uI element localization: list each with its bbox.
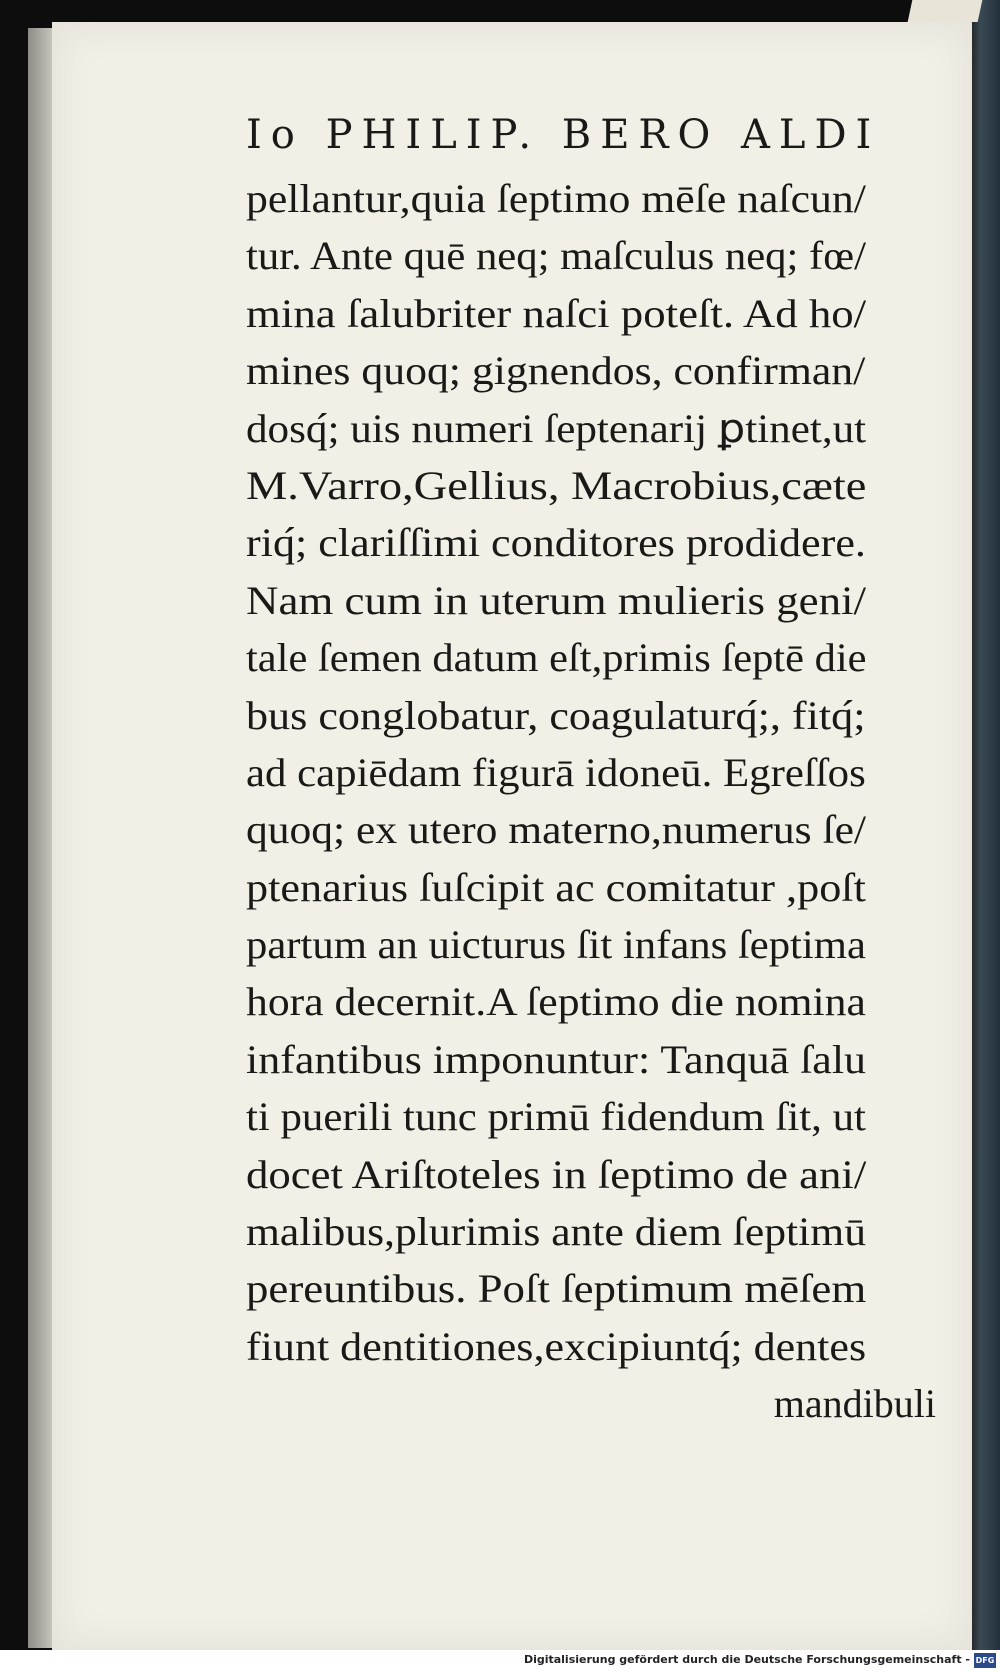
text-line: bus conglobatur, coagulaturq́;, fitq́; [246,692,866,738]
funding-notice: Digitalisierung gefördert durch die Deutsche Forschungsgemeinschaft - [523,1653,970,1666]
text-line: malibus,plurimis ante diem ſeptimū [246,1209,867,1255]
book-page [52,22,972,1650]
adjacent-page-corner [908,0,983,22]
text-line: tale ſemen datum eſt,primis ſeptē die [246,635,867,681]
text-line: dosq́; uis numeri ſeptenarij ꝑtinet,ut [246,405,867,451]
text-line: quoq; ex utero materno,numerus ſe/ [246,807,866,853]
dfg-logo: DFG [974,1653,996,1668]
text-line: mines quoq; gignendos, confirman/ [246,348,866,394]
footer-bar [0,1650,1000,1672]
text-line: ti puerili tunc primū fidendum ſit, ut [246,1094,866,1140]
text-line: infantibus imponuntur: Tanquā ſalu [246,1036,867,1082]
text-line: hora decernit.A ſeptimo die nomina [246,979,866,1025]
text-line: ad capiēdam figurā idoneū. Egreſſos [246,749,866,795]
text-line: docet Ariſtoteles in ſeptimo de ani/ [246,1151,867,1197]
running-head: Io PHILIP. BERO ALDI [246,112,881,158]
text-line: ptenarius ſuſcipit ac comitatur ,poſt [246,864,866,910]
text-line: pereuntibus. Poſt ſeptimum mēſem [246,1266,867,1312]
text-line: riq́; clariſſimi conditores prodidere. [246,520,866,566]
catchword: mandibuli [773,1381,936,1427]
text-line: Nam cum in uterum mulieris geni/ [246,577,867,623]
text-line: partum an uicturus ſit infans ſeptima [246,922,866,968]
text-line: mina ſalubriter naſci poteſt. Ad ho/ [246,290,867,336]
text-line: tur. Ante quē neq; maſculus neq; fœ/ [246,233,866,279]
text-line: pellantur,quia ſeptimo mēſe naſcun/ [246,176,866,221]
text-line: M.Varro,Gellius, Macrobius,cæte [246,462,867,508]
text-block [246,170,976,1433]
text-line: fiunt dentitiones,excipiuntq́; dentes [246,1323,867,1369]
